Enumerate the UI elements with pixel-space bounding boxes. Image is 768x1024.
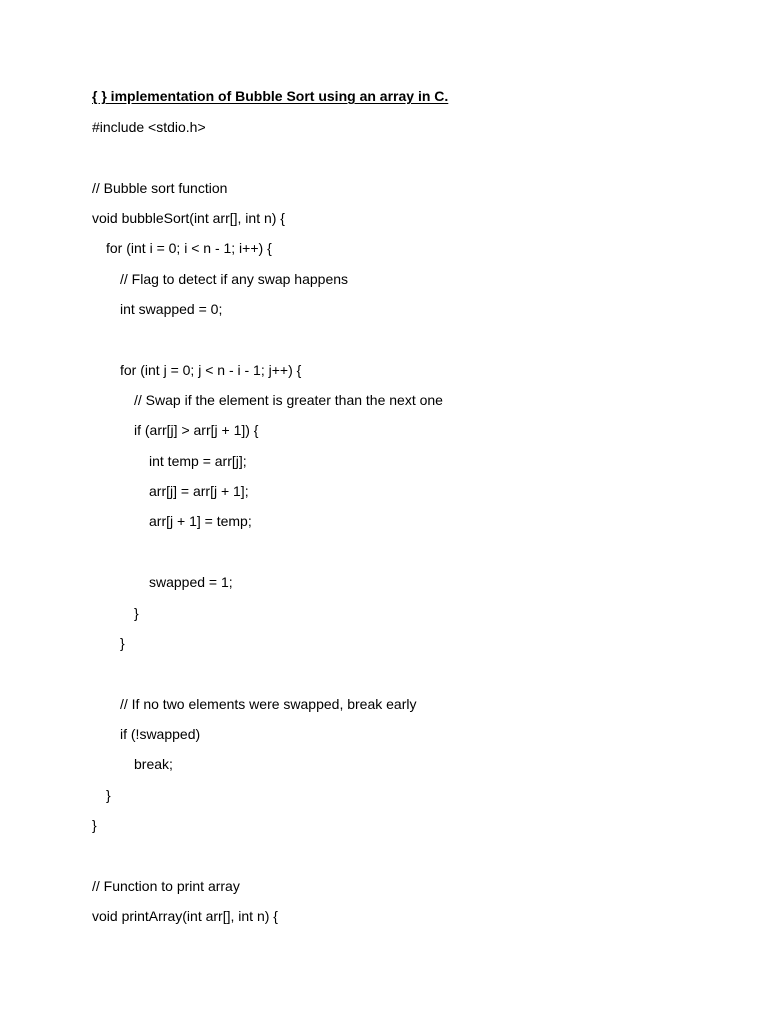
code-line: } [92, 816, 97, 833]
code-line: // Swap if the element is greater than the next one [134, 392, 443, 409]
code-line: } [120, 634, 125, 651]
code-line: arr[j + 1] = temp; [149, 513, 252, 530]
code-line: if (arr[j] > arr[j + 1]) { [134, 422, 259, 439]
code-line: } [106, 786, 111, 803]
code-line: // Bubble sort function [92, 179, 228, 196]
code-line: if (!swapped) [120, 725, 201, 742]
blank-line [92, 147, 443, 177]
code-line: void bubbleSort(int arr[], int n) { [92, 210, 285, 227]
code-line: } [134, 604, 139, 621]
code-line: break; [134, 756, 173, 773]
code-line: // Function to print array [92, 877, 240, 894]
code-line: for (int i = 0; i < n - 1; i++) { [106, 240, 272, 257]
code-line: for (int j = 0; j < n - i - 1; j++) { [120, 361, 302, 378]
blank-line [92, 329, 443, 359]
blank-line [92, 663, 443, 693]
code-line: int swapped = 0; [120, 301, 223, 318]
code-listing [92, 117, 443, 936]
blank-line [92, 845, 443, 875]
code-line: int temp = arr[j]; [149, 452, 247, 469]
code-line: arr[j] = arr[j + 1]; [149, 483, 249, 500]
code-line: // If no two elements were swapped, break early [120, 695, 417, 712]
code-line: #include <stdio.h> [92, 119, 206, 135]
blank-line [92, 542, 443, 572]
code-line: // Flag to detect if any swap happens [120, 270, 349, 287]
code-line: swapped = 1; [149, 574, 233, 591]
code-line: void printArray(int arr[], int n) { [92, 907, 278, 924]
document-heading: { } implementation of Bubble Sort using an array in C. [92, 88, 449, 104]
